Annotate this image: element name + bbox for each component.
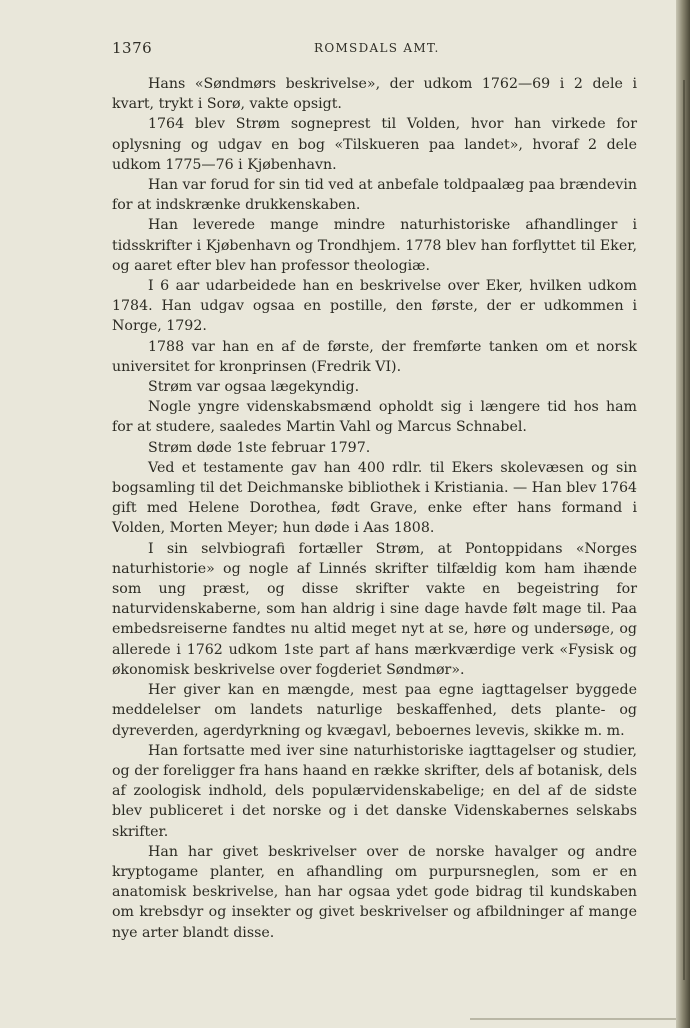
paragraph: Her giver kan en mængde, mest paa egne iagttagelser byggede meddelelser om landets naturlige beskaffenhed, dets plante- og dyreverden, agerdyrkning og kvægavl, beboernes levevis, skikke m. m. — [112, 682, 637, 739]
paragraph: Han leverede mange mindre naturhistoriske afhandlinger i tidsskrifter i Kjøbenhavn og Trondhjem. 1778 blev han forflyttet til Eker, og aaret efter blev han professor theologiæ. — [112, 217, 637, 274]
page-number: 1376 — [112, 39, 153, 57]
page-bottom-rule — [470, 1018, 676, 1020]
paragraph: 1788 var han en af de første, der fremførte tanken om et norsk universitet for kronprinsen (Fredrik VI). — [112, 338, 637, 375]
body-text — [112, 74, 637, 943]
paragraph: Strøm døde 1ste februar 1797. — [148, 439, 371, 456]
paragraph: Hans «Søndmørs beskrivelse», der udkom 1762—69 i 2 dele i kvart, trykt i Sorø, vakte opsigt. — [112, 76, 637, 113]
running-head — [0, 39, 676, 59]
page-edge-shadow — [683, 80, 685, 980]
paragraph: Han har givet beskrivelser over de norske havalger og andre kryptogame planter, en afhandling om purpursneglen, som er en anatomisk beskrivelse, han har ogsaa ydet gode bidrag til kundskaben om krebsdyr og insekter og givet beskrivelser og afbildninger af mange nye arter blandt disse. — [112, 843, 637, 941]
paragraph: I 6 aar udarbeidede han en beskrivelse over Eker, hvilken udkom 1784. Han udgav ogsaa en postille, den første, der er udkommen i Norge, 1792. — [112, 278, 637, 335]
paragraph: I sin selvbiografi fortæller Strøm, at Pontoppidans «Norges naturhistorie» og nogle af Linnés skrifter tilfældig kom ham ihænde som ung præst, og disse skrifter vakte en begeistring for naturvidenskaberne, som han aldrig i sine dage havde følt mage til. Paa embedsreiserne fandtes nu altid meget nyt at se, høre og undersøge, og allerede i 1762 udkom 1ste part af hans mærkværdige verk «Fysisk og økonomisk beskrivelse over fogderiet Søndmør». — [112, 540, 637, 678]
running-title: ROMSDALS AMT. — [314, 41, 440, 55]
paragraph: Ved et testamente gav han 400 rdlr. til Ekers skolevæsen og sin bogsamling til det Deichmanske bibliothek i Kristiania. — Han blev 1764 gift med Helene Dorothea, født Grave, enke efter hans formand i Volden, Morten Meyer; hun døde i Aas 1808. — [112, 459, 637, 537]
paragraph: 1764 blev Strøm sogneprest til Volden, hvor han virkede for oplysning og udgav en bog «Tilskueren paa landet», hvoraf 2 dele udkom 1775—76 i Kjøbenhavn. — [112, 116, 637, 173]
paragraph: Nogle yngre videnskabsmænd opholdt sig i længere tid hos ham for at studere, saaledes Martin Vahl og Marcus Schnabel. — [112, 399, 637, 436]
paragraph: Han var forud for sin tid ved at anbefale toldpaalæg paa brændevin for at indskrænke drukkenskaben. — [112, 177, 637, 214]
paragraph: Strøm var ogsaa lægekyndig. — [148, 379, 360, 396]
paragraph: Han fortsatte med iver sine naturhistoriske iagttagelser og studier, og der foreligger fra hans haand en række skrifter, dels af botanisk, dels af zoologisk indhold, dels populærvidenskabelige; en del af de sidste blev publiceret i det norske og i det danske Videnskabernes selskabs skrifter. — [112, 742, 637, 840]
